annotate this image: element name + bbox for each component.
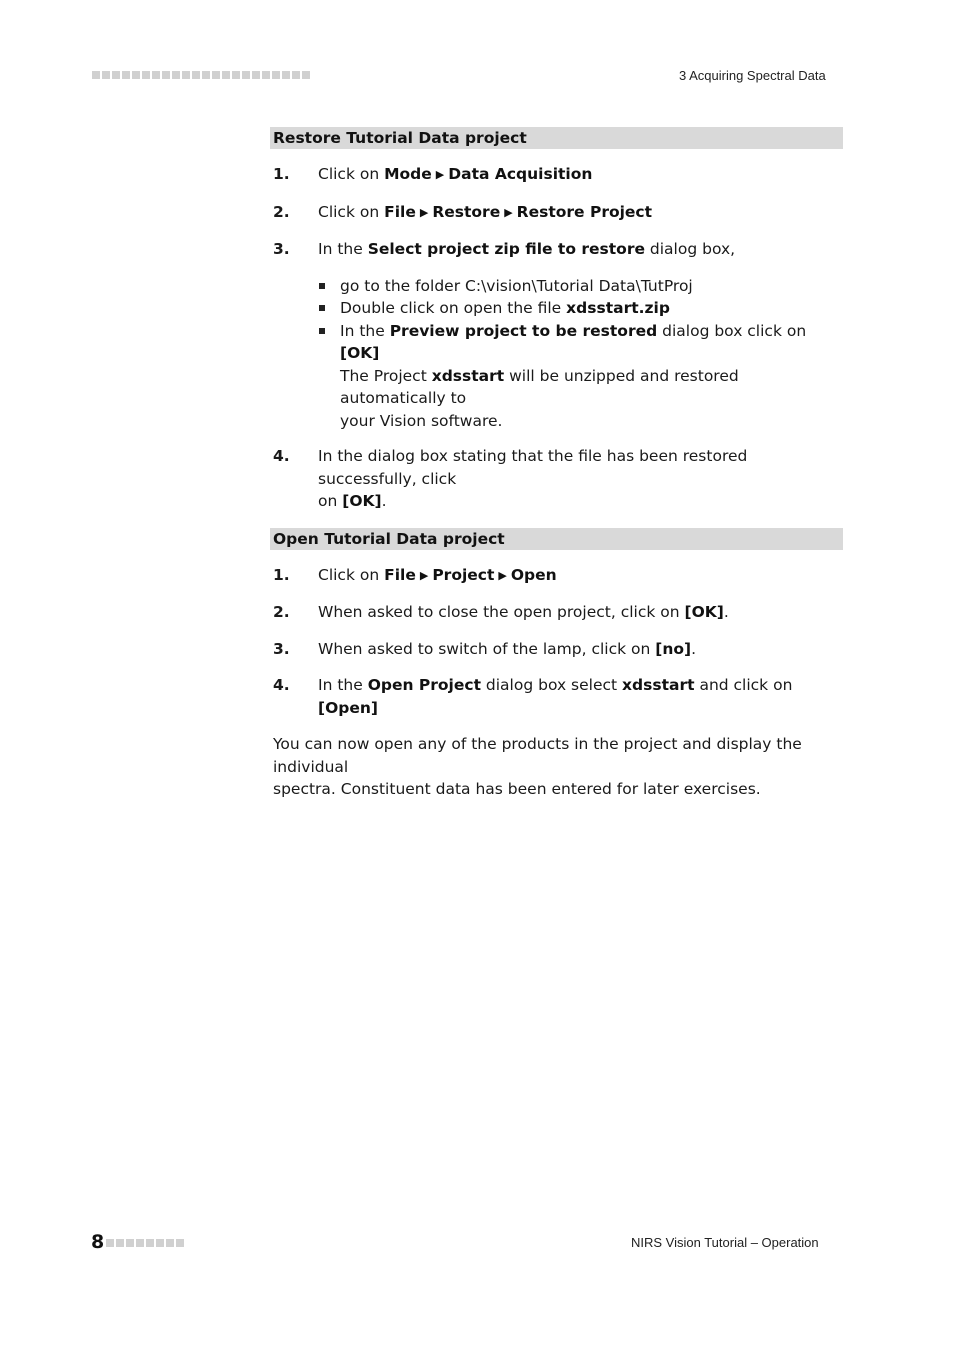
page-content [270, 127, 843, 801]
restore-step-4: 4. In the dialog box stating that the file has been restored successfully, click on [OK]. [273, 447, 748, 510]
restore-step-1: 1. Click on Mode ▶ Data Acquisition [273, 165, 593, 183]
menu-arrow-icon: ▶ [504, 205, 513, 219]
list-item: In the Preview project to be restored dialog box click on [OK] The Project xdsstart will be unzipped and restored automatically to your Vision software. [270, 320, 843, 433]
open-step-4: 4. In the Open Project dialog box select xdsstart and click on [Open] [273, 676, 793, 717]
open-step-1: 1. Click on File ▶ Project ▶ Open [273, 565, 557, 584]
closing-paragraph: You can now open any of the products in the project and display the individual spectra. Constituent data has been entered for later exercises. [273, 735, 802, 798]
header-decoration [92, 71, 310, 79]
page-number: 8 [91, 1231, 105, 1253]
open-step-2: 2. When asked to close the open project, click on [OK]. [273, 603, 729, 621]
list-item: go to the folder C:\vision\Tutorial Data\TutProj [270, 275, 843, 298]
bullet-square-icon [319, 305, 325, 311]
menu-arrow-icon: ▶ [419, 568, 429, 582]
bullet-square-icon [319, 283, 325, 289]
document-title: NIRS Vision Tutorial – Operation [631, 1235, 819, 1250]
chapter-title: 3 Acquiring Spectral Data [679, 68, 826, 83]
section-heading-open: Open Tutorial Data project [270, 528, 843, 550]
restore-step-2: 2. Click on File ▶ Restore ▶ Restore Project [273, 202, 653, 221]
section-heading-restore: Restore Tutorial Data project [270, 127, 843, 149]
list-item: Double click on open the file xdsstart.zip [270, 297, 843, 320]
bullet-square-icon [319, 328, 325, 334]
footer-decoration [106, 1239, 184, 1247]
menu-arrow-icon: ▶ [419, 205, 429, 219]
restore-step-3: 3. In the Select project zip file to restore dialog box, [273, 240, 736, 258]
open-step-3: 3. When asked to switch of the lamp, click on [no]. [273, 639, 697, 658]
menu-arrow-icon: ▶ [435, 168, 445, 181]
restore-step-3-bullets [270, 275, 843, 433]
menu-arrow-icon: ▶ [498, 568, 507, 582]
